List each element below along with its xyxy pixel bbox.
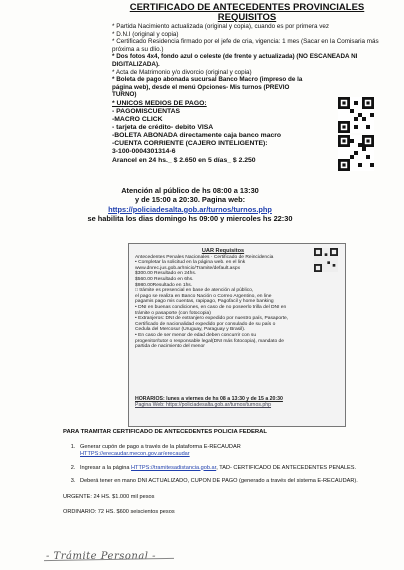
office-hours: [40, 186, 340, 224]
requirement-item: * Partida Nacimiento actualizada (original y copia), cuando es por primera vez: [112, 23, 329, 30]
qr-code-icon: [338, 97, 374, 133]
arancel-line: Arancel en 24 hs._ $ 2.650 en 5 días_ $ 2.250: [112, 156, 256, 164]
payment-item: 3-100-0004301314-6: [112, 147, 176, 155]
appointments-link[interactable]: https://policiadesalta.gob.ar/turnos/turnos.php: [108, 204, 272, 214]
requirement-item: * Dos fotos 4x4, fondo azul o celeste (de frente y actualizada) (NO ESCANEADA NI DIGITALIZADA).: [112, 53, 358, 68]
requirement-item: * Acta de Matrimonio y/o divorcio (original y copia): [112, 68, 252, 76]
box-heading: UAR Requisitos: [201, 248, 245, 254]
requirements-heading: REQUISITOS: [217, 12, 277, 23]
payment-item: - tarjeta de crédito- debito VISA: [112, 123, 214, 131]
requirement-item: * Certificado Residencia firmado por el jefe de cria, vigencia: 1 mes (Sacar en la Comisaria más próxima a su dlio.): [112, 38, 379, 53]
provincial-title: CERTIFICADO DE ANTECEDENTES PROVINCIALES: [129, 2, 365, 13]
box-webpage-link[interactable]: Pagina Web: https://policiadesalta.gob.ar/turnos/turnos.php: [135, 402, 272, 408]
erecaudar-link[interactable]: HTTPS://erecaudar.mecon.gov.ar/erecaudar: [80, 451, 190, 458]
federal-requirements-box: [128, 243, 346, 427]
federal-section: [63, 429, 363, 516]
payments-heading: * UNICOS MEDIOS DE PAGO:: [112, 99, 207, 107]
federal-title: PARA TRAMITAR CERTIFICADO DE ANTECEDENTES POLICIA FEDERAL: [63, 429, 267, 435]
step-item: [77, 478, 363, 485]
requirement-item: * D.N.I (original y copia): [112, 30, 179, 38]
ordinary-price: ORDINARIO: 72 HS. $600 seiscientos pesos: [63, 509, 175, 516]
step-item: [77, 465, 363, 472]
hours-line: se habilita los dias domingo hs 09:00 y miercoles hs 22:30: [87, 214, 293, 224]
payment-item: - PAGOMISCUENTAS: [112, 107, 181, 115]
hours-line: y de 15:00 a 20:30. Pagina web:: [134, 195, 246, 205]
box-body: Antecedentes Penales Nacionales · Certificado de Reincidencia • Completar la solicitud en la página web. en el link www.dnrec.jus.gob.ar/Inicio/Tramite/default.aspx $300.00 Resultado en 24hs. $560.00 Resultado en 6hs. $980.00Resultado en 1hs. □ trámite es presencial en base de atención al público, el pago se realiza en Banco Nación o Correo Argentino, en line pagamis pago mis cuentas, rapipago, Pagofacil y home banking • DNI en buenas condiciones, en caso de no poseerlo trilla del DNI en trámite o pasaporte (con fotocopia) • Extranjeros: DNI de extranjero expedido por nuestro país, Pasaporte, Certificado de nacionalidad expedido por consulado de su país o Cedula del Mercosur (Uruguay, Paraguay y Brasil). • En caso de ser menor de edad deben concurrir con su progenitor/tutor o responsable legal(DNI más fotocopia), mandato de partida de nacimiento del menor: [135, 254, 289, 350]
step-text: Ingresar a la página: [80, 464, 130, 471]
qr-code-icon: [314, 248, 338, 272]
requirement-item: * Boleta de pago abonada sucursal Banco Macro (impreso de la página web), desde el menú Opciones- Mis turnos (PREVIO TURNO): [112, 76, 303, 99]
step-text: Deberá tener en mano DNI ACTUALIZADO, CUPON DE PAGO (generado a través del sistema E-RECAUDAR).: [80, 477, 358, 484]
tad-link[interactable]: HTTPS://tramitesadistancia.gob.ar: [131, 464, 217, 471]
qr-code-icon: [338, 135, 374, 171]
payment-item: -BOLETA ABONADA directamente caja banco macro: [112, 131, 282, 139]
step-text: , TAD- CERTIFICADO DE ANTECEDENTES PENALES.: [216, 464, 357, 471]
handwritten-note: - Trámite Personal -: [46, 551, 157, 562]
urgent-price: URGENTE: 24 HS. $1.000 mil pesos: [63, 494, 155, 501]
step-item: [77, 444, 363, 458]
payment-item: -MACRO CLICK: [112, 115, 163, 123]
hours-line: Atención al público de hs 08:00 a 13:30: [121, 186, 259, 195]
payment-item: -CUENTA CORRIENTE (CAJERO INTELIGENTE):: [112, 139, 268, 147]
step-text: Generar cupón de pago a través de la plataforma E-RECAUDAR: [80, 444, 241, 451]
box-hours: HORARIOS: lunes a viernes de hs 08 a 13:30 y de 15 a 20:30: [135, 396, 283, 402]
